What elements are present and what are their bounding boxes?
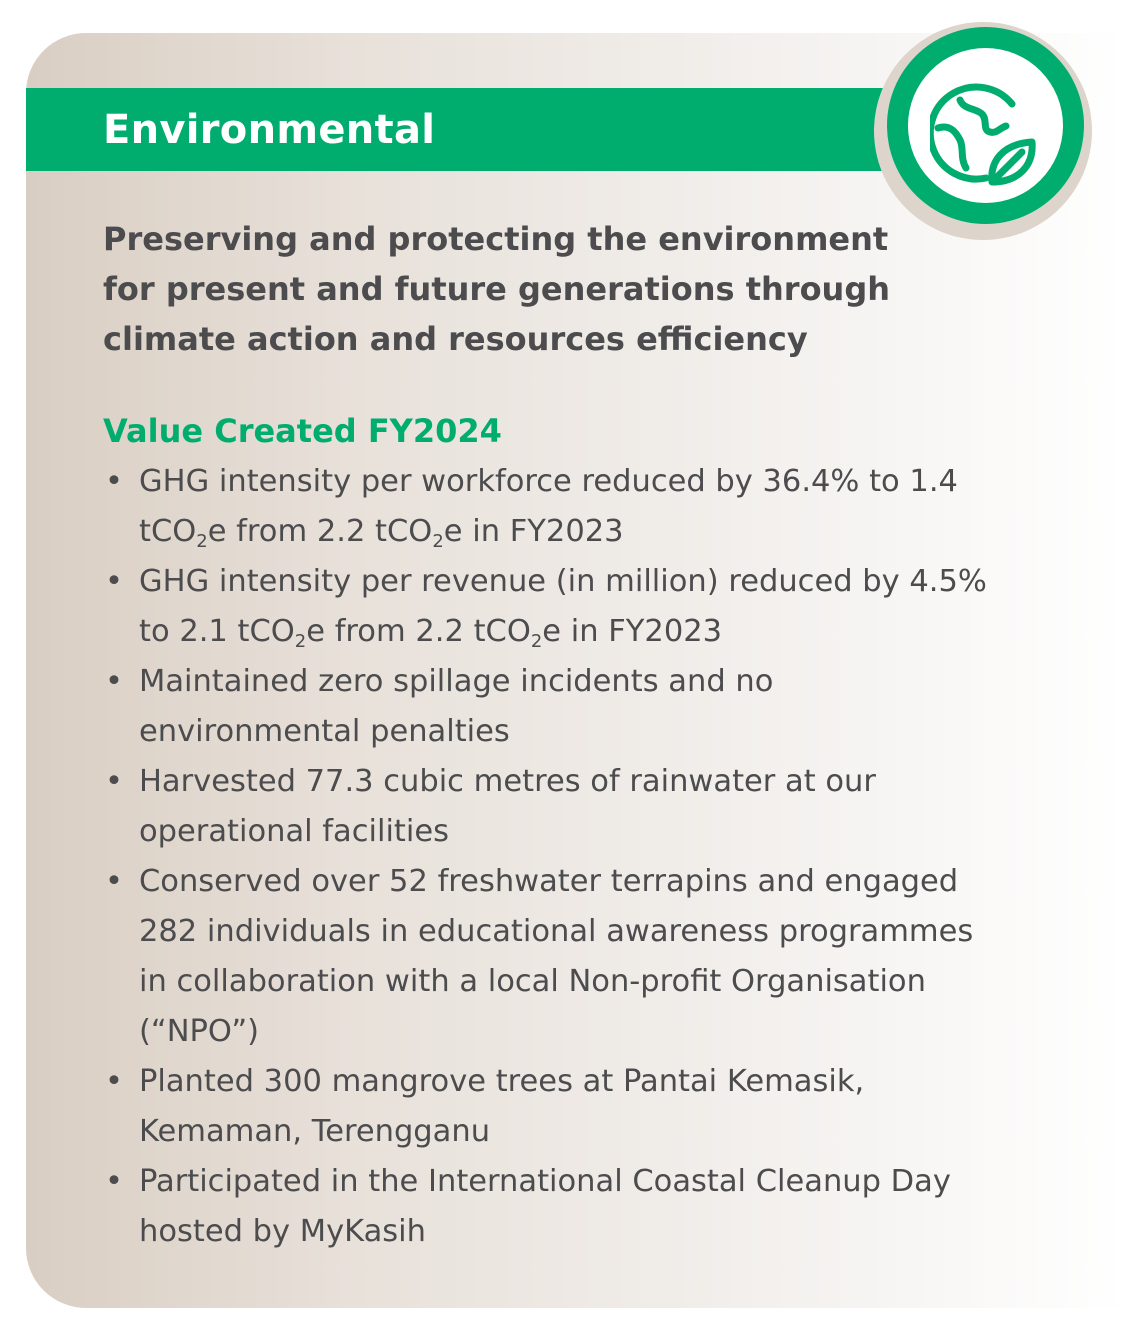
globe-leaf-icon: [930, 78, 1038, 186]
intro-line: Preserving and protecting the environment: [103, 220, 889, 258]
list-item: • GHG intensity per revenue (in million) reduced by 4.5% to 2.1 tCO$_2$e from 2.2 tCO$_2$e in FY2023: [103, 557, 1063, 657]
value-created-title: Value Created FY2024: [103, 412, 502, 450]
list-item: • Maintained zero spillage incidents and no environmental penalties: [103, 657, 1063, 757]
list-item: • Harvested 77.3 cubic metres of rainwater at our operational facilities: [103, 757, 1063, 857]
bullet: •: [105, 864, 123, 899]
bullet: •: [105, 1064, 123, 1099]
bullet: •: [105, 664, 123, 699]
value-created-list: [103, 457, 1063, 1257]
intro-line: climate action and resources efficiency: [103, 320, 808, 358]
bullet: •: [105, 764, 123, 799]
intro-line: for present and future generations through: [103, 270, 891, 308]
list-item: • GHG intensity per workforce reduced by 36.4% to 1.4 tCO$_2$e from 2.2 tCO$_2$e in FY2023: [103, 457, 1063, 557]
bullet: •: [105, 464, 123, 499]
list-item: • Conserved over 52 freshwater terrapins and engaged 282 individuals in educational awareness programmes in collaboration with a local Non-profit Organisation (“NPO”): [103, 857, 1063, 1057]
list-item: • Planted 300 mangrove trees at Pantai Kemasik, Kemaman, Terengganu: [103, 1057, 1063, 1157]
bullet: •: [105, 564, 123, 599]
bullet: •: [105, 1164, 123, 1199]
intro-statement: [103, 214, 903, 364]
list-item: • Participated in the International Coastal Cleanup Day hosted by MyKasih: [103, 1157, 1063, 1257]
section-heading: Environmental: [103, 107, 436, 153]
